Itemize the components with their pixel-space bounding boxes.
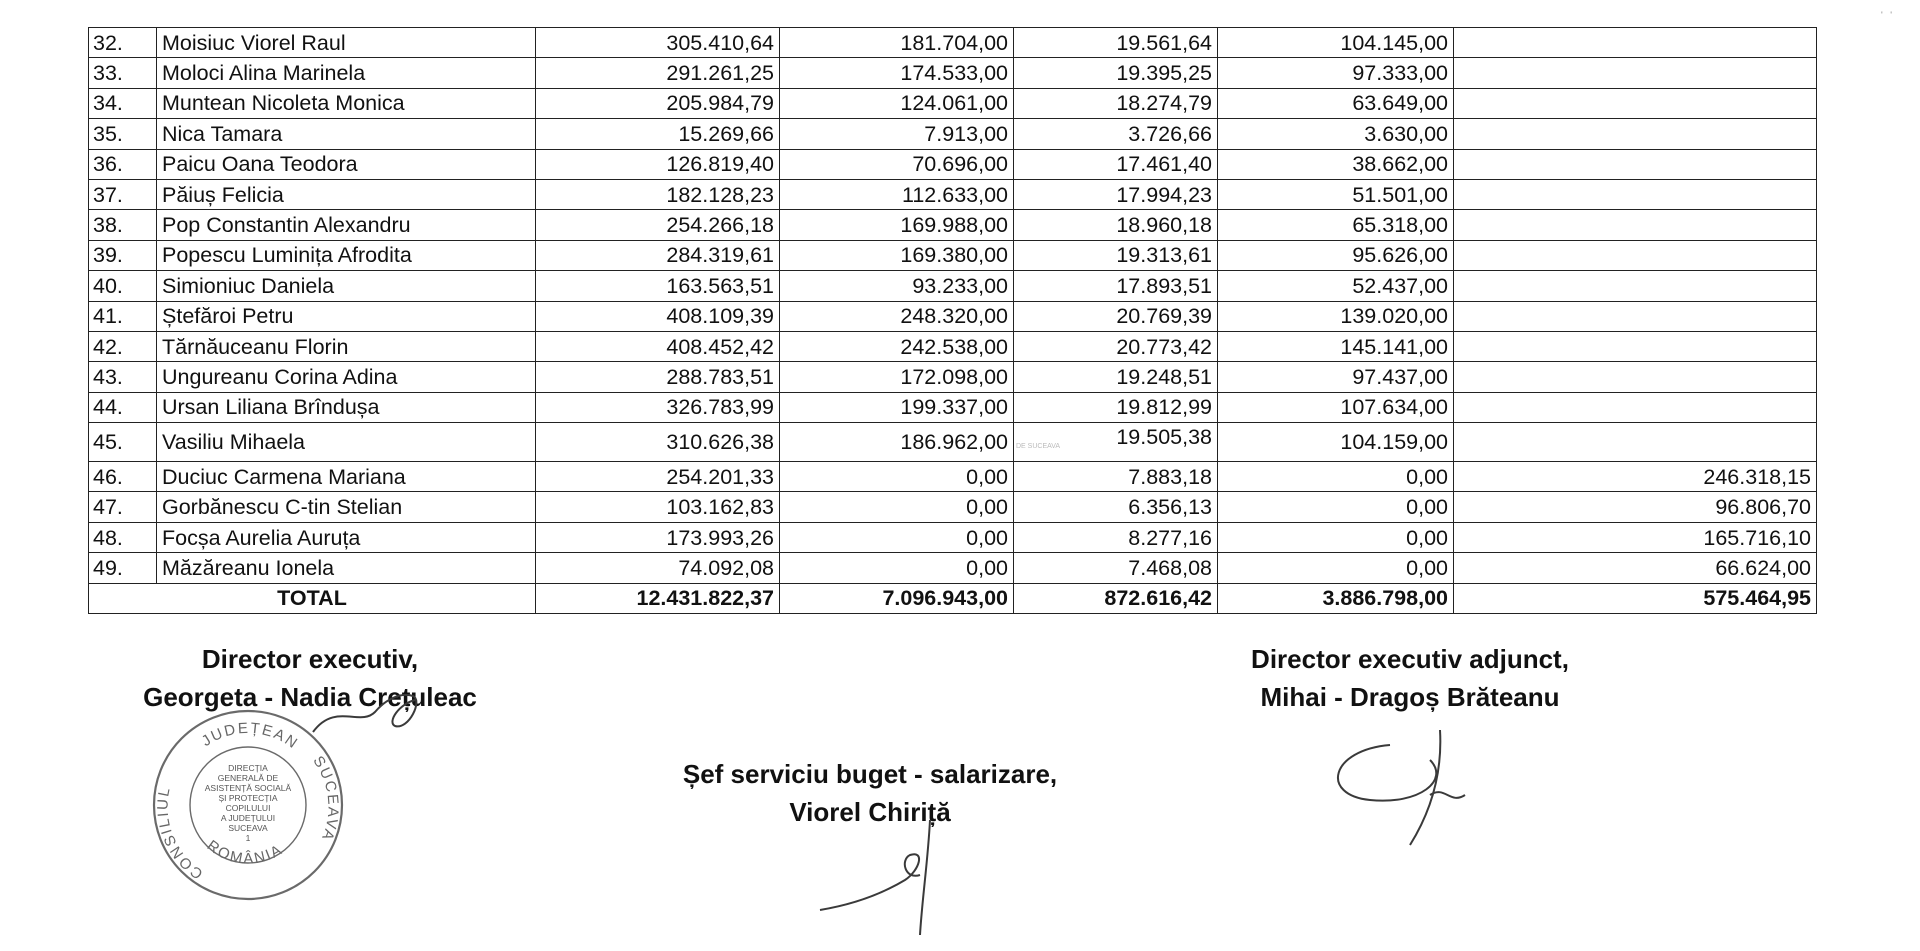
watermark-text: DE SUCEAVA [1016,443,1061,451]
amount-cell-3: 20.769,39 [1014,301,1218,331]
amount-cell-4: 38.662,00 [1218,149,1454,179]
employee-name: Gorbănescu C-tin Stelian [157,492,536,522]
signature-name: Viorel Chiriță [789,797,951,827]
amount-cell-1: 103.162,83 [536,492,780,522]
amount-cell-3 [1014,423,1218,462]
amount-cell-1: 305.410,64 [536,28,780,58]
page-corner-marks: ' ' [1881,10,1892,20]
employee-name: Popescu Luminița Afrodita [157,240,536,270]
amount-cell-5 [1454,331,1817,361]
amount-cell-1: 254.266,18 [536,210,780,240]
row-number: 33. [89,58,157,88]
row-number: 39. [89,240,157,270]
amount-cell-4: 0,00 [1218,522,1454,552]
amount-cell-1: 326.783,99 [536,392,780,422]
amount-value: 19.505,38 [1116,425,1212,450]
stamp-center-line: A JUDEȚULUI [220,813,276,823]
stamp-ring-left: CONSILIUL [154,784,207,883]
amount-cell-3: 8.277,16 [1014,522,1218,552]
amount-cell-1: 408.109,39 [536,301,780,331]
row-number: 43. [89,362,157,392]
amount-cell-2: 0,00 [780,492,1014,522]
amount-cell-4: 65.318,00 [1218,210,1454,240]
signature-name: Mihai - Dragoș Brăteanu [1260,682,1560,712]
table-row [89,88,1817,118]
signature-title: Șef serviciu buget - salarizare, [682,759,1058,789]
svg-text:JUDEȚEAN [199,720,302,753]
amount-cell-3: 7.468,08 [1014,553,1218,583]
row-number: 45. [89,423,157,462]
amount-cell-2: 242.538,00 [780,331,1014,361]
amount-cell-1: 182.128,23 [536,179,780,209]
row-number: 42. [89,331,157,361]
amount-cell-4: 52.437,00 [1218,271,1454,301]
employee-name: Ursan Liliana Brîndușa [157,392,536,422]
amount-cell-5 [1454,210,1817,240]
amount-cell-5 [1454,58,1817,88]
amount-cell-5 [1454,179,1817,209]
amount-cell-2: 0,00 [780,462,1014,492]
amount-cell-2: 174.533,00 [780,58,1014,88]
amount-cell-5 [1454,149,1817,179]
amount-cell-3: 17.994,23 [1014,179,1218,209]
amount-cell-5 [1454,423,1817,462]
amount-cell-5 [1454,362,1817,392]
amount-cell-4: 139.020,00 [1218,301,1454,331]
amount-cell-2: 186.962,00 [780,423,1014,462]
row-number: 47. [89,492,157,522]
amount-cell-1: 254.201,33 [536,462,780,492]
amount-cell-2: 7.913,00 [780,119,1014,149]
amount-cell-1: 291.261,25 [536,58,780,88]
employee-name: Ungureanu Corina Adina [157,362,536,392]
table-row [89,179,1817,209]
table-row [89,392,1817,422]
amount-cell-3: 19.313,61 [1014,240,1218,270]
amount-cell-1: 15.269,66 [536,119,780,149]
amount-cell-3: 6.356,13 [1014,492,1218,522]
amount-cell-2: 70.696,00 [780,149,1014,179]
row-number: 40. [89,271,157,301]
amount-cell-4: 97.333,00 [1218,58,1454,88]
amount-cell-2: 181.704,00 [780,28,1014,58]
employee-name: Tărnăuceanu Florin [157,331,536,361]
svg-text:SUCEAVA [309,753,341,844]
amount-cell-5 [1454,271,1817,301]
amount-cell-3: 18.274,79 [1014,88,1218,118]
amount-cell-5: 96.806,70 [1454,492,1817,522]
amount-cell-5: 246.318,15 [1454,462,1817,492]
stamp-center-line: 1 [245,833,251,843]
amount-cell-2: 169.988,00 [780,210,1014,240]
amount-cell-4: 95.626,00 [1218,240,1454,270]
row-number: 37. [89,179,157,209]
employee-name: Muntean Nicoleta Monica [157,88,536,118]
row-number: 38. [89,210,157,240]
amount-cell-4: 0,00 [1218,553,1454,583]
employee-name: Ștefăroi Petru [157,301,536,331]
amount-cell-2: 0,00 [780,553,1014,583]
amount-cell-5: 66.624,00 [1454,553,1817,583]
amount-cell-5: 165.716,10 [1454,522,1817,552]
employee-name: Moloci Alina Marinela [157,58,536,88]
employee-name: Păiuș Felicia [157,179,536,209]
amount-cell-5 [1454,88,1817,118]
employee-name: Paicu Oana Teodora [157,149,536,179]
amount-cell-3: 3.726,66 [1014,119,1218,149]
row-number: 48. [89,522,157,552]
employee-name: Moisiuc Viorel Raul [157,28,536,58]
amount-cell-3: 20.773,42 [1014,331,1218,361]
table-row [89,301,1817,331]
row-number: 44. [89,392,157,422]
amount-cell-4: 63.649,00 [1218,88,1454,118]
amount-cell-2: 0,00 [780,522,1014,552]
employee-name: Simioniuc Daniela [157,271,536,301]
amount-cell-4: 145.141,00 [1218,331,1454,361]
stamp-center-line: DIRECȚIA [228,763,268,773]
amount-cell-4: 51.501,00 [1218,179,1454,209]
amount-cell-5 [1454,301,1817,331]
amount-cell-2: 248.320,00 [780,301,1014,331]
amount-cell-3: 19.395,25 [1014,58,1218,88]
amount-cell-3: 19.248,51 [1014,362,1218,392]
salary-table [88,27,1817,614]
total-row [89,583,1817,613]
amount-cell-1: 408.452,42 [536,331,780,361]
amount-cell-4: 107.634,00 [1218,392,1454,422]
signature-deputy-director [1300,725,1500,855]
table-row [89,362,1817,392]
row-number: 41. [89,301,157,331]
table-row [89,28,1817,58]
total-amount-4: 3.886.798,00 [1218,583,1454,613]
row-number: 49. [89,553,157,583]
table-row [89,149,1817,179]
row-number: 35. [89,119,157,149]
amount-cell-1: 173.993,26 [536,522,780,552]
stamp-center-line: ȘI PROTECȚIA [218,793,278,803]
employee-name: Vasiliu Mihaela [157,423,536,462]
amount-cell-1: 288.783,51 [536,362,780,392]
stamp-ring-right: SUCEAVA [309,753,342,845]
stamp-center-line: GENERALĂ DE [217,773,279,783]
table-row [89,58,1817,88]
stamp-center-text [205,763,292,843]
amount-cell-2: 112.633,00 [780,179,1014,209]
amount-cell-4: 104.145,00 [1218,28,1454,58]
signature-block-deputy-director [1200,640,1620,716]
row-number: 36. [89,149,157,179]
amount-cell-1: 163.563,51 [536,271,780,301]
stamp-ring-top: JUDEȚEAN [198,719,302,753]
amount-cell-1: 284.319,61 [536,240,780,270]
amount-cell-4: 3.630,00 [1218,119,1454,149]
table-body [89,28,1817,614]
employee-name: Măzăreanu Ionela [157,553,536,583]
amount-cell-3: 17.461,40 [1014,149,1218,179]
signature-budget-chief [810,810,960,940]
amount-cell-2: 172.098,00 [780,362,1014,392]
amount-cell-5 [1454,28,1817,58]
total-label: TOTAL [89,583,536,613]
row-number: 34. [89,88,157,118]
amount-cell-4: 97.437,00 [1218,362,1454,392]
table-row [89,492,1817,522]
amount-cell-2: 169.380,00 [780,240,1014,270]
table-row [89,331,1817,361]
amount-cell-3: 19.561,64 [1014,28,1218,58]
table-row [89,119,1817,149]
amount-cell-4: 104.159,00 [1218,423,1454,462]
signature-name: Georgeta - Nadia Crețuleac [143,682,477,712]
total-amount-5: 575.464,95 [1454,583,1817,613]
amount-cell-3: 17.893,51 [1014,271,1218,301]
table-row [89,240,1817,270]
stamp-center-line: COPILULUI [225,803,271,813]
stamp-ring-bottom: ROMÂNIA [203,837,287,868]
table-row [89,210,1817,240]
amount-cell-2: 199.337,00 [780,392,1014,422]
total-amount-2: 7.096.943,00 [780,583,1014,613]
amount-cell-3: 19.812,99 [1014,392,1218,422]
signature-director [305,682,435,762]
signature-title: Director executiv adjunct, [1251,644,1569,674]
stamp-center-line: SUCEAVA [228,823,268,833]
amount-cell-5 [1454,240,1817,270]
amount-cell-3: 7.883,18 [1014,462,1218,492]
table-row [89,271,1817,301]
table-row [89,462,1817,492]
svg-text:CONSILIUL [154,785,206,883]
employee-name: Nica Tamara [157,119,536,149]
row-number: 32. [89,28,157,58]
amount-cell-5 [1454,119,1817,149]
amount-cell-5 [1454,392,1817,422]
table-row [89,553,1817,583]
signature-title: Director executiv, [201,644,419,674]
total-amount-1: 12.431.822,37 [536,583,780,613]
amount-cell-1: 74.092,08 [536,553,780,583]
employee-name: Focșa Aurelia Auruța [157,522,536,552]
amount-cell-3: 18.960,18 [1014,210,1218,240]
total-amount-3: 872.616,42 [1014,583,1218,613]
amount-cell-4: 0,00 [1218,462,1454,492]
amount-cell-4: 0,00 [1218,492,1454,522]
stamp-center-line: ASISTENȚĂ SOCIALĂ [204,783,292,793]
row-number: 46. [89,462,157,492]
table-row [89,522,1817,552]
amount-cell-1: 310.626,38 [536,423,780,462]
table-row [89,423,1817,462]
amount-cell-2: 93.233,00 [780,271,1014,301]
employee-name: Pop Constantin Alexandru [157,210,536,240]
amount-cell-1: 126.819,40 [536,149,780,179]
amount-cell-1: 205.984,79 [536,88,780,118]
employee-name: Duciuc Carmena Mariana [157,462,536,492]
amount-cell-2: 124.061,00 [780,88,1014,118]
